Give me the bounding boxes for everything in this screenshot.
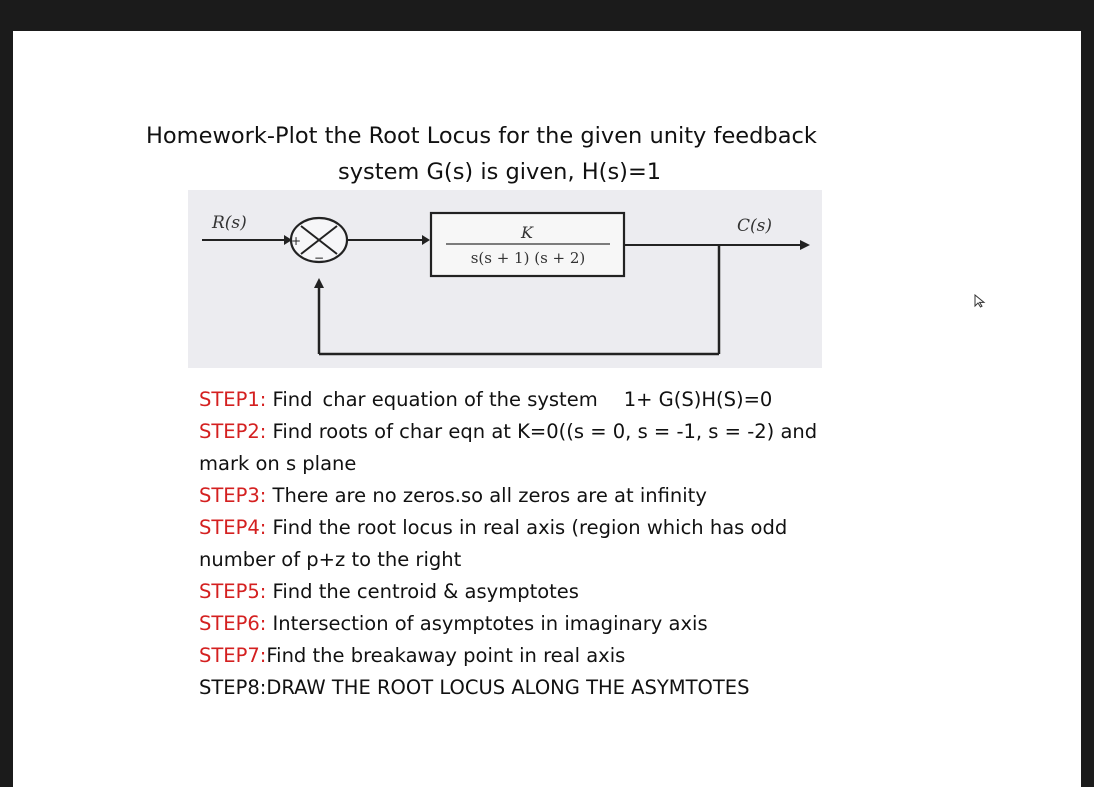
tf-denominator: s(s + 1) (s + 2) bbox=[470, 249, 586, 267]
step-3 bbox=[199, 484, 707, 507]
step-8-label: STEP8: bbox=[199, 676, 267, 699]
block-diagram bbox=[188, 190, 822, 368]
window-right-edge bbox=[1081, 31, 1094, 787]
step-7 bbox=[199, 644, 625, 667]
step-7-text: Find the breakaway point in real axis bbox=[266, 644, 626, 667]
step-1-equation: 1+ G(S)H(S)=0 bbox=[623, 388, 773, 411]
step-1-label: STEP1: bbox=[199, 388, 267, 411]
step-6-text: Intersection of asymptotes in imaginary axis bbox=[266, 612, 708, 635]
sum-plus-sign: + bbox=[291, 234, 302, 248]
step-5-text: Find the centroid & asymptotes bbox=[266, 580, 579, 603]
step-2 bbox=[199, 420, 817, 443]
step-6 bbox=[199, 612, 708, 635]
step-2-text: Find roots of char eqn at K=0((s = 0, s = -1, s = -2) and bbox=[266, 420, 818, 443]
step-4 bbox=[199, 516, 787, 539]
step-7-label: STEP7: bbox=[199, 644, 267, 667]
step-1-text-2: char equation of the system bbox=[322, 388, 598, 411]
window-top-bar bbox=[0, 0, 1094, 31]
step-5-label: STEP5: bbox=[199, 580, 267, 603]
tf-numerator: K bbox=[521, 223, 533, 242]
input-label: R(s) bbox=[212, 213, 247, 233]
step-2-label: STEP2: bbox=[199, 420, 267, 443]
step-4-text-continued: number of p+z to the right bbox=[199, 548, 462, 571]
slide-title-line-2: system G(s) is given, H(s)=1 bbox=[338, 159, 662, 185]
step-5 bbox=[199, 580, 579, 603]
step-3-label: STEP3: bbox=[199, 484, 267, 507]
step-1 bbox=[199, 388, 772, 411]
step-3-text: There are no zeros.so all zeros are at infinity bbox=[266, 484, 707, 507]
output-label: C(s) bbox=[737, 216, 772, 236]
step-1-text: Find bbox=[266, 388, 313, 411]
slide-title-line-1: Homework-Plot the Root Locus for the given unity feedback bbox=[146, 123, 817, 149]
step-2-continued bbox=[199, 452, 356, 475]
step-8 bbox=[199, 676, 750, 699]
step-4-text: Find the root locus in real axis (region which has odd bbox=[266, 516, 788, 539]
step-8-text: DRAW THE ROOT LOCUS ALONG THE ASYMTOTES bbox=[266, 676, 750, 699]
step-6-label: STEP6: bbox=[199, 612, 267, 635]
step-2-text-continued: mark on s plane bbox=[199, 452, 357, 475]
step-4-label: STEP4: bbox=[199, 516, 267, 539]
step-4-continued bbox=[199, 548, 461, 571]
mouse-pointer-icon bbox=[974, 294, 986, 308]
sum-minus-sign: − bbox=[314, 251, 325, 265]
